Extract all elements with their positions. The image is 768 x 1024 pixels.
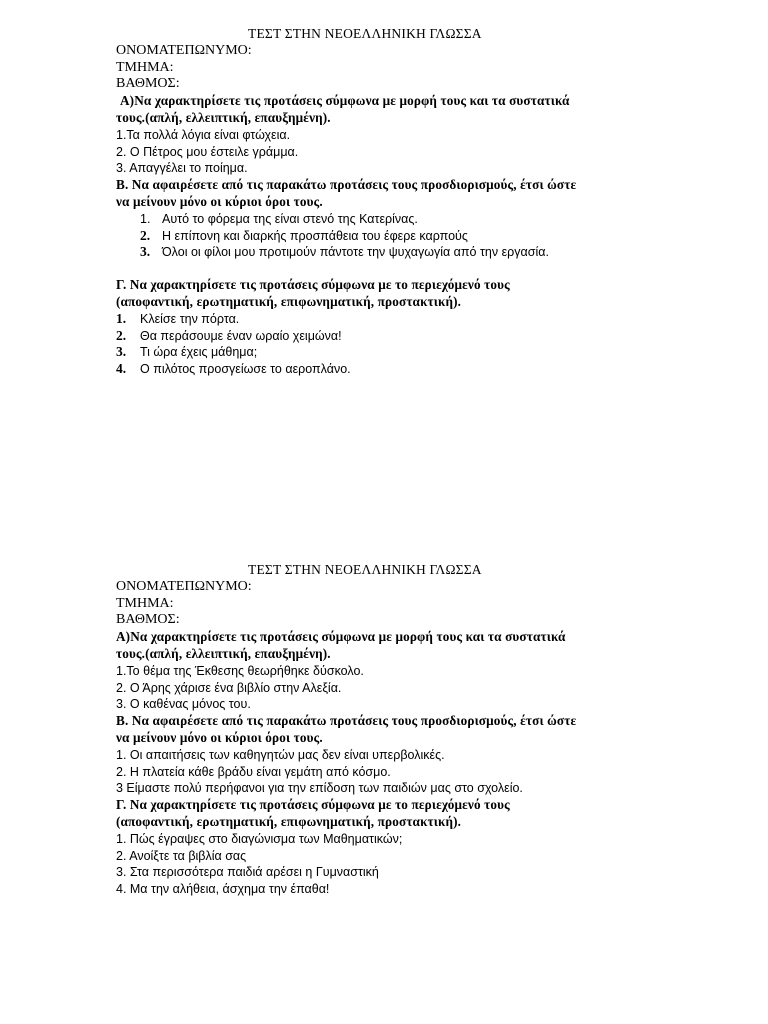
item-text: Θα περάσουμε έναν ωραίο χειμώνα! — [140, 328, 342, 343]
item-text: Αυτό το φόρεμα της είναι στενό της Κατερίνας. — [162, 211, 418, 226]
item-text: Τι ώρα έχεις μάθημα; — [140, 345, 258, 360]
section-c-item: 1. Πώς έγραψες στο διαγώνισμα των Μαθηματικών; — [116, 831, 403, 846]
section-b-item — [140, 228, 768, 245]
item-number: 1. — [140, 211, 151, 226]
section-c-heading-cont: (αποφαντική, ερωτηματική, επιφωνηματική, προστακτική). — [116, 293, 462, 309]
section-a-item: 3. Ο καθένας μόνος του. — [116, 697, 251, 712]
section-b-item — [140, 244, 768, 261]
section-a-item: 3. Απαγγέλει το ποίημα. — [116, 161, 248, 176]
item-text: Όλοι οι φίλοι μου προτιμούν πάντοτε την ψυχαγωγία από την εργασία. — [162, 245, 549, 260]
section-a-heading-cont: τους.(απλή, ελλειπτική, επαυξημένη). — [116, 645, 331, 661]
spacer — [0, 261, 768, 277]
test-sheet-2 — [0, 562, 768, 898]
section-c-item — [116, 328, 768, 345]
section-b-item: 2. Η πλατεία κάθε βράδυ είναι γεμάτη από κόσμο. — [116, 764, 391, 779]
section-b-heading: Β. Να αφαιρέσετε από τις παρακάτω προτάσεις τους προσδιορισμούς, έτσι ώστε — [116, 713, 577, 729]
item-number: 1. — [116, 310, 127, 326]
section-c-item: 3. Στα περισσότερα παιδιά αρέσει η Γυμναστική — [116, 865, 379, 880]
name-field-label: ΟΝΟΜΑΤΕΠΩΝΥΜΟ: — [116, 42, 252, 58]
section-a-heading-cont: τους.(απλή, ελλειπτική, επαυξημένη). — [116, 109, 331, 125]
class-field-label: ΤΜΗΜΑ: — [116, 595, 174, 611]
section-a-item: 2. Ο Πέτρος μου έστειλε γράμμα. — [116, 144, 299, 159]
name-field-label: ΟΝΟΜΑΤΕΠΩΝΥΜΟ: — [116, 578, 252, 594]
item-number: 3. — [116, 344, 127, 360]
item-text: Η επίπονη και διαρκής προσπάθεια του έφερε καρπούς — [162, 228, 468, 243]
section-c-item: 2. Ανοίξτε τα βιβλία σας — [116, 848, 247, 863]
section-c-item — [116, 344, 768, 361]
section-c-item: 4. Μα την αλήθεια, άσχημα την έπαθα! — [116, 882, 330, 897]
section-b-item: 1. Οι απαιτήσεις των καθηγητών μας δεν είναι υπερβολικές. — [116, 747, 445, 762]
grade-field-label: ΒΑΘΜΟΣ: — [116, 612, 180, 628]
section-a-item: 1.Τα πολλά λόγια είναι φτώχεια. — [116, 127, 291, 142]
section-b-heading-cont: να μείνουν μόνο οι κύριοι όροι τους. — [116, 193, 323, 209]
class-field-label: ΤΜΗΜΑ: — [116, 59, 174, 75]
item-number: 2. — [116, 327, 127, 343]
section-b-item: 3 Είμαστε πολύ περήφανοι για την επίδοση των παιδιών μας στο σχολείο. — [116, 781, 523, 796]
section-b-heading-cont: να μείνουν μόνο οι κύριοι όροι τους. — [116, 729, 323, 745]
section-b-heading: Β. Να αφαιρέσετε από τις παρακάτω προτάσεις τους προσδιορισμούς, έτσι ώστε — [116, 177, 577, 193]
item-number: 3. — [140, 244, 151, 260]
item-number: 4. — [116, 361, 127, 377]
section-a-item: 1.Το θέμα της Έκθεσης θεωρήθηκε δύσκολο. — [116, 663, 364, 678]
item-text: Κλείσε την πόρτα. — [140, 311, 240, 326]
section-b-item — [140, 211, 768, 228]
item-number: 2. — [140, 227, 151, 243]
section-c-item — [116, 311, 768, 328]
test-title: ΤΕΣΤ ΣΤΗΝ ΝΕΟΕΛΛΗΝΙΚΗ ΓΛΩΣΣΑ — [248, 562, 482, 577]
item-text: Ο πιλότος προσγείωσε το αεροπλάνο. — [140, 362, 351, 377]
section-a-item: 2. Ο Άρης χάρισε ένα βιβλίο στην Αλεξία. — [116, 680, 342, 695]
section-a-heading: Α)Να χαρακτηρίσετε τις προτάσεις σύμφωνα με μορφή τους και τα συστατικά — [120, 93, 570, 109]
section-a-heading: Α)Να χαρακτηρίσετε τις προτάσεις σύμφωνα με μορφή τους και τα συστατικά — [116, 629, 566, 645]
grade-field-label: ΒΑΘΜΟΣ: — [116, 76, 180, 92]
section-c-heading: Γ. Να χαρακτηρίσετε τις προτάσεις σύμφωνα με το περιεχόμενό τους — [116, 797, 510, 813]
section-c-heading-cont: (αποφαντική, ερωτηματική, επιφωνηματική, προστακτική). — [116, 813, 462, 829]
section-c-heading: Γ. Να χαρακτηρίσετε τις προτάσεις σύμφωνα με το περιεχόμενό τους — [116, 277, 510, 293]
test-title: ΤΕΣΤ ΣΤΗΝ ΝΕΟΕΛΛΗΝΙΚΗ ΓΛΩΣΣΑ — [248, 26, 482, 41]
section-c-item — [116, 361, 768, 378]
test-sheet-1 — [0, 26, 768, 378]
